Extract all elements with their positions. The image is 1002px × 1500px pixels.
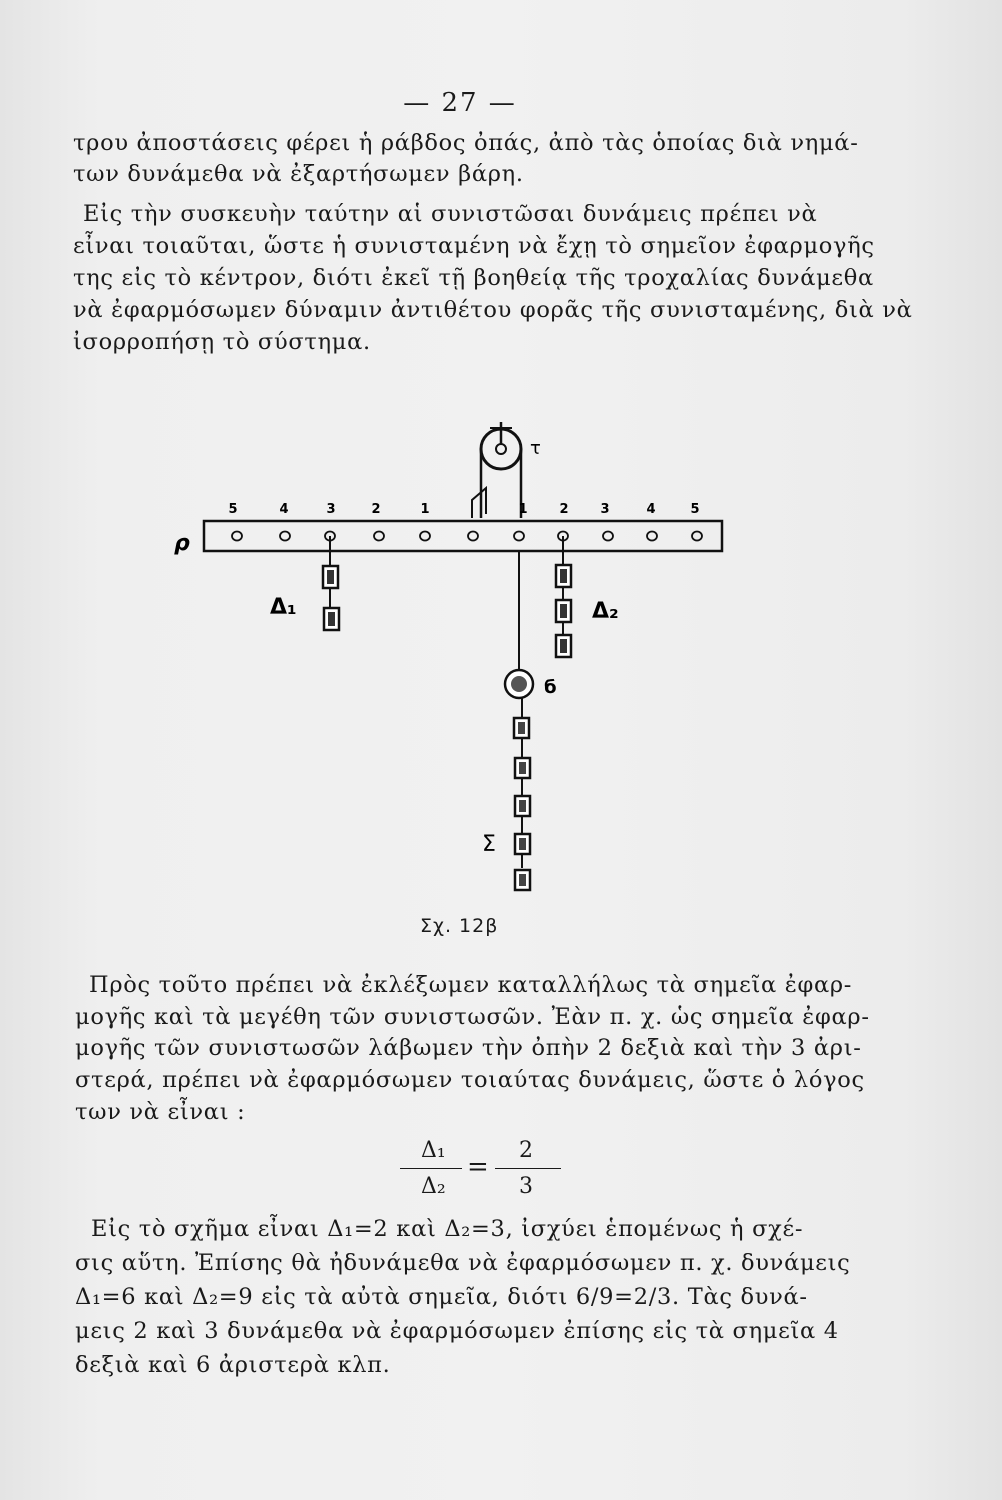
figure-caption: Σχ. 12β [420, 915, 499, 937]
paragraph-3-line: των νὰ εἶναι : [75, 1098, 246, 1125]
equation-left-denominator: Δ₂ [421, 1174, 446, 1199]
paragraph-3 [75, 970, 870, 1128]
paragraph-1 [73, 128, 859, 190]
paragraph-3-line: μογῆς καὶ τὰ μεγέθη τῶν συνιστωσῶν. Ἐὰν π. χ. ὡς σημεῖα ἐφαρ- [75, 1003, 870, 1030]
dynamometer-label: б [544, 677, 557, 698]
paragraph-4-line: δεξιὰ καὶ 6 ἀριστερὰ κλπ. [75, 1352, 391, 1378]
scale-left-2: 2 [371, 502, 381, 517]
paragraph-4-line: Εἰς τὸ σχῆμα εἶναι Δ₁=2 καὶ Δ₂=3, ἰσχύει ἑπομένως ἡ σχέ- [91, 1216, 804, 1242]
paragraph-2 [73, 198, 913, 358]
bottom-weight-stack [514, 698, 530, 890]
paragraph-2-line: της εἰς τὸ κέντρον, διότι ἐκεῖ τῇ βοηθείᾳ τῆς τροχαλίας δυνάμεθα [73, 265, 874, 291]
scale-left-5: 5 [228, 502, 238, 517]
equation-right-fraction-bar [495, 1168, 561, 1169]
paragraph-2-line: νὰ ἐφαρμόσωμεν δύναμιν ἀντιθέτου φορᾶς τῆς συνισταμένης, διὰ νὰ [73, 297, 913, 323]
pulley [472, 422, 521, 518]
paragraph-1-line: των δυνάμεθα νὰ ἐξαρτήσωμεν βάρη. [73, 161, 524, 187]
lever-diagram [160, 418, 780, 898]
scale-right-2: 2 [559, 502, 569, 517]
rod [204, 521, 722, 551]
equation-left-numerator: Δ₁ [421, 1138, 446, 1163]
paragraph-4-line: Δ₁=6 καὶ Δ₂=9 εἰς τὰ αὐτὰ σημεῖα, διότι 6/9=2/3. Τὰς δυνά- [75, 1284, 808, 1310]
left-weight-label: Δ₁ [270, 595, 297, 620]
equation-equals: = [467, 1152, 489, 1182]
paragraph-3-line: μογῆς τῶν συνιστωσῶν λάβωμεν τὴν ὀπὴν 2 δεξιὰ καὶ τὴν 3 ἀρι- [75, 1035, 862, 1062]
scale-left-4: 4 [279, 502, 289, 517]
scale-right-4: 4 [646, 502, 656, 517]
paragraph-3-line: Πρὸς τοῦτο πρέπει νὰ ἐκλέξωμεν καταλλήλως τὰ σημεῖα ἐφαρ- [89, 972, 853, 998]
scale-right-3: 3 [600, 502, 610, 517]
paragraph-4-line: μεις 2 καὶ 3 δυνάμεθα νὰ ἐφαρμόσωμεν ἐπίσης εἰς τὰ σημεῖα 4 [75, 1318, 839, 1344]
paragraph-2-line: ἰσορροπήσῃ τὸ σύστημα. [73, 329, 371, 355]
ratio-equation [395, 1138, 570, 1202]
pulley-label: τ [530, 438, 541, 459]
paragraph-1-line: τρου ἀποστάσεις φέρει ἡ ράβδος ὀπάς, ἀπὸ τὰς ὁποίας διὰ νημά- [73, 130, 859, 156]
paragraph-3-line: στερά, πρέπει νὰ ἐφαρμόσωμεν τοιαύτας δυνάμεις, ὥστε ὁ λόγος [75, 1067, 865, 1094]
paragraph-2-line: Εἰς τὴν συσκευὴν ταύτην αἱ συνιστῶσαι δυνάμεις πρέπει νὰ [83, 201, 818, 227]
sum-label: Σ [482, 832, 496, 857]
equation-right-numerator: 2 [519, 1138, 533, 1163]
paragraph-2-line: εἶναι τοιαῦται, ὥστε ἡ συνισταμένη νὰ ἔχῃ τὸ σημεῖον ἐφαρμογῆς [73, 233, 875, 259]
page-number: — 27 — [403, 88, 517, 118]
rod-holes [232, 532, 702, 541]
equation-right-denominator: 3 [519, 1174, 533, 1199]
scale-left-1: 1 [420, 502, 430, 517]
scale-left-3: 3 [326, 502, 336, 517]
paragraph-4-line: σις αὕτη. Ἐπίσης θὰ ἠδυνάμεθα νὰ ἐφαρμόσωμεν π. χ. δυνάμεις [75, 1250, 851, 1276]
equation-left-fraction-bar [400, 1168, 462, 1169]
paragraph-4 [75, 1212, 850, 1382]
dynamometer [505, 670, 533, 698]
scale-right-5: 5 [690, 502, 700, 517]
scale-right-1: 1 [518, 502, 528, 517]
rod-label: ρ [174, 531, 190, 556]
right-weight-stack [556, 536, 571, 657]
right-weight-label: Δ₂ [592, 599, 619, 624]
